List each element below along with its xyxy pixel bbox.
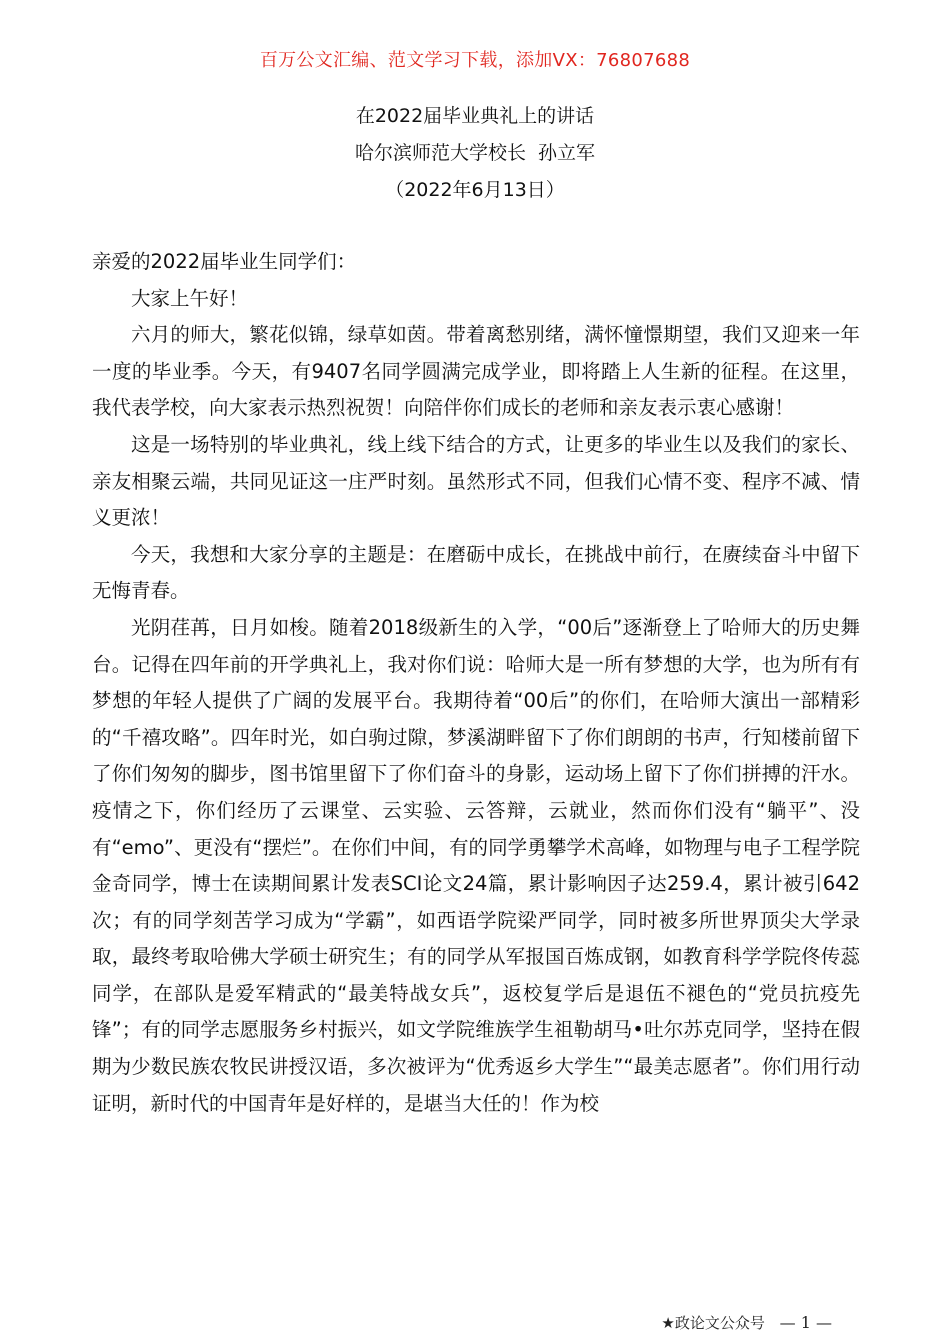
paragraph-greeting: 大家上午好！ [131, 286, 249, 310]
speaker-line: 哈尔滨师范大学校长 孙立军 [354, 142, 596, 164]
watermark-banner: 百万公文汇编、范文学习下载，添加VX：76807688 [259, 50, 691, 71]
paragraph-season: 六月的师大，繁花似锦，绿草如茵。带着离愁别绪，满怀憧憬期望，我们又迎来一年一度的毕业季。今天，有9407名同学圆满完成学业，即将踏上人生新的征程。在这里，我代表学校，向大家表示热烈祝贺！向陪伴你们成长的老师和亲友表示衷心感谢！ [92, 323, 860, 420]
page-number: — 1 — [779, 1313, 832, 1332]
speech-date: （2022年6月13日） [385, 179, 565, 201]
footer-source: ★政论文公众号 [661, 1314, 765, 1332]
speech-body [92, 244, 860, 1122]
document-header [0, 98, 950, 209]
page-footer [661, 1312, 832, 1333]
speech-title: 在2022届毕业典礼上的讲话 [355, 105, 595, 127]
salutation: 亲爱的2022届毕业生同学们： [92, 250, 357, 273]
paragraph-theme: 今天，我想和大家分享的主题是：在磨砺中成长，在挑战中前行，在赓续奋斗中留下无悔青春。 [92, 542, 860, 603]
paragraph-memories: 光阴荏苒，日月如梭。随着2018级新生的入学，“00后”逐渐登上了哈师大的历史舞台。记得在四年前的开学典礼上，我对你们说：哈师大是一所有梦想的大学，也为所有有梦想的年轻人提供了广阔的发展平台。我期待着“00后”的你们，在哈师大演出一部精彩的“千禧攻略”。四年时光，如白驹过隙，梦溪湖畔留下了你们朗朗的书声，行知楼前留下了你们匆匆的脚步，图书馆里留下了你们奋斗的身影，运动场上留下了你们拼搏的汗水。疫情之下，你们经历了云课堂、云实验、云答辩，云就业，然而你们没有“躺平”、没有“emo”、更没有“摆烂”。在你们中间，有的同学勇攀学术高峰，如物理与电子工程学院金奇同学，博士在读期间累计发表SCI论文24篇，累计影响因子达259.4，累计被引642次；有的同学刻苦学习成为“学霸”，如西语学院梁严同学，同时被多所世界顶尖大学录取，最终考取哈佛大学硕士研究生；有的同学从军报国百炼成钢，如教育科学学院佟传蕊同学，在部队是爱军精武的“最美特战女兵”，返校复学后是退伍不褪色的“党员抗疫先锋”；有的同学志愿服务乡村振兴，如文学院维族学生祖勒胡马•吐尔苏克同学，坚持在假期为少数民族农牧民讲授汉语，多次被评为“优秀返乡大学生”“最美志愿者”。你们用行动证明，新时代的中国青年是好样的，是堪当大任的！作为校 [92, 615, 860, 1115]
paragraph-ceremony: 这是一场特别的毕业典礼，线上线下结合的方式，让更多的毕业生以及我们的家长、亲友相聚云端，共同见证这一庄严时刻。虽然形式不同，但我们心情不变、程序不减、情义更浓！ [92, 432, 860, 530]
